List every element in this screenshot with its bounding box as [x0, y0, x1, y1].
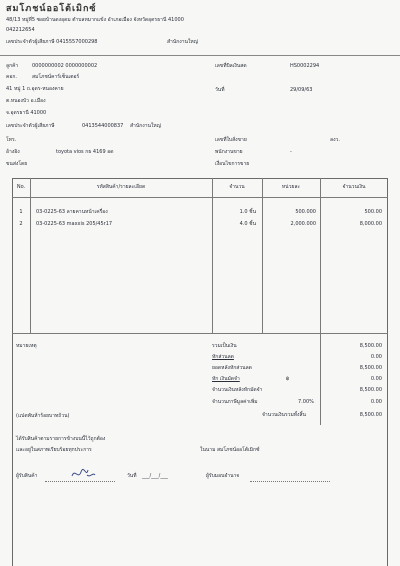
row-qty: 4.0 ชิ้น [239, 221, 256, 227]
col-divider [262, 178, 263, 333]
company-name: สมโภชน์ออโต้เมิกซ์ [6, 4, 97, 14]
total-value: 8,500.00 [359, 343, 382, 349]
shipping-label: ขนส่งโดย [6, 161, 28, 167]
receipt-note-1: ได้รับสินค้าตามรายการข้างบนนี้ไว้ถูกต้อง [16, 436, 106, 442]
customer-address-1: 41 หมู่ 1 ถ.อุดร-หนองคาย [6, 86, 64, 92]
col-header-price: หน่วยละ [281, 184, 301, 190]
date-label: วันที่ [215, 87, 225, 93]
reference-value: toyota vios กธ 4169 อด [56, 149, 114, 155]
receiver-date-blank: ___/___/___ [142, 473, 168, 479]
company-tax-id: เลขประจำตัวผู้เสียภาษี 0415557000298 [6, 39, 98, 45]
customer-code-label: ลูกค้า [6, 63, 19, 69]
row-desc: 03-0225-63 maxxis 205/45r17 [36, 221, 113, 227]
table-header-divider [12, 197, 388, 198]
items-table [12, 178, 388, 566]
total-value: 8,500.00 [359, 412, 382, 418]
customer-tax-id: 0413544000837 [82, 123, 124, 129]
customer-name-label: คอก. [6, 74, 17, 80]
customer-branch: สำนักงานใหญ่ [130, 123, 161, 129]
salesperson-label: พนักงานขาย [215, 149, 243, 155]
row-price: 500.000 [295, 209, 316, 215]
total-label: หัก เงินมัดจำ [212, 376, 240, 382]
total-label: จำนวนภาษีมูลค่าเพิ่ม [212, 399, 258, 405]
sales-order-label: เลขที่ใบสั่งขาย [215, 137, 247, 143]
sales-order-date-label: ลงว. [330, 137, 340, 143]
total-label: ยอดหลังหักส่วนลด [212, 365, 252, 371]
company-branch: สำนักงานใหญ่ [167, 39, 198, 45]
authorized-signature-line [250, 476, 330, 482]
total-value: 0.00 [370, 399, 382, 405]
total-label: รวมเป็นเงิน [212, 343, 237, 349]
customer-address-3: จ.อุดรธานี 41000 [6, 110, 47, 116]
col-divider [30, 178, 31, 333]
col-header-no: No. [16, 184, 26, 190]
total-rate: 7.00% [298, 399, 314, 405]
row-price: 2,000.000 [290, 221, 316, 227]
row-qty: 1.0 ชิ้น [239, 209, 256, 215]
on-behalf-of: ในนาม สมโภชน์ออโต้เมิกซ์ [200, 447, 260, 453]
col-divider [320, 178, 321, 333]
row-no: 1 [19, 209, 23, 215]
total-value: 8,500.00 [359, 365, 382, 371]
receiver-signature [70, 466, 96, 486]
total-rate: ฿ [286, 376, 290, 382]
col-divider [212, 178, 213, 333]
header-divider [0, 55, 400, 56]
date-value: 29/09/63 [290, 87, 313, 93]
signature-scribble-icon [70, 466, 96, 482]
row-desc: 03-0225-63 ลายคานหน้าเครื่อง [36, 209, 108, 215]
receiver-label: ผู้รับสินค้า [16, 473, 38, 479]
total-label: จำนวนเงินหลังหักมัดจำ [212, 387, 263, 393]
row-amount: 8,000.00 [359, 221, 382, 227]
company-phone: 042212654 [6, 27, 35, 33]
row-amount: 500.00 [364, 209, 382, 215]
col-header-amount: จำนวนเงิน [342, 184, 366, 190]
bill-number-label: เลขที่บิลเงินสด [215, 63, 247, 69]
amount-in-words: (แปดพันห้าร้อยบาทถ้วน) [16, 413, 70, 419]
terms-label: เงื่อนไขการขาย [215, 161, 250, 167]
reference-label: อ้างอิง [6, 149, 20, 155]
bill-number: HS0002294 [290, 63, 320, 69]
row-no: 2 [19, 221, 23, 227]
receiver-date-label: วันที่ [127, 473, 137, 479]
receipt-note-2: และอยู่ในสภาพเรียบร้อยทุกประการ [16, 447, 92, 453]
total-value: 0.00 [370, 354, 382, 360]
total-label: หักส่วนลด [212, 354, 234, 360]
customer-address-2: ต.หนองบัว อ.เมือง [6, 98, 46, 104]
customer-name: สมโภชน์คาร์เซ็นเตอร์ [32, 74, 80, 80]
total-value: 0.00 [370, 376, 382, 382]
total-label: จำนวนเงินรวมทั้งสิ้น [262, 412, 306, 418]
salesperson-value: - [290, 149, 292, 155]
customer-tax-label: เลขประจำตัวผู้เสียภาษี [6, 123, 55, 129]
total-value: 8,500.00 [359, 387, 382, 393]
col-header-qty: จำนวน [229, 184, 245, 190]
remarks-label: หมายเหตุ [16, 343, 37, 349]
customer-code: 0000000002 0000000002 [32, 63, 98, 69]
table-body-divider [12, 333, 388, 334]
company-address: 48/13 หมู่ที่5 ซอยบ้านดงอุดม ตำบลหมากแข้ง อำเภอเมือง จังหวัดอุดรธานี 41000 [6, 17, 184, 23]
customer-tel-label: โทร. [6, 137, 17, 143]
col-header-desc: รหัสสินค้า/รายละเอียด [96, 184, 146, 190]
authorized-label: ผู้รับมอบอำนาจ [206, 473, 240, 479]
